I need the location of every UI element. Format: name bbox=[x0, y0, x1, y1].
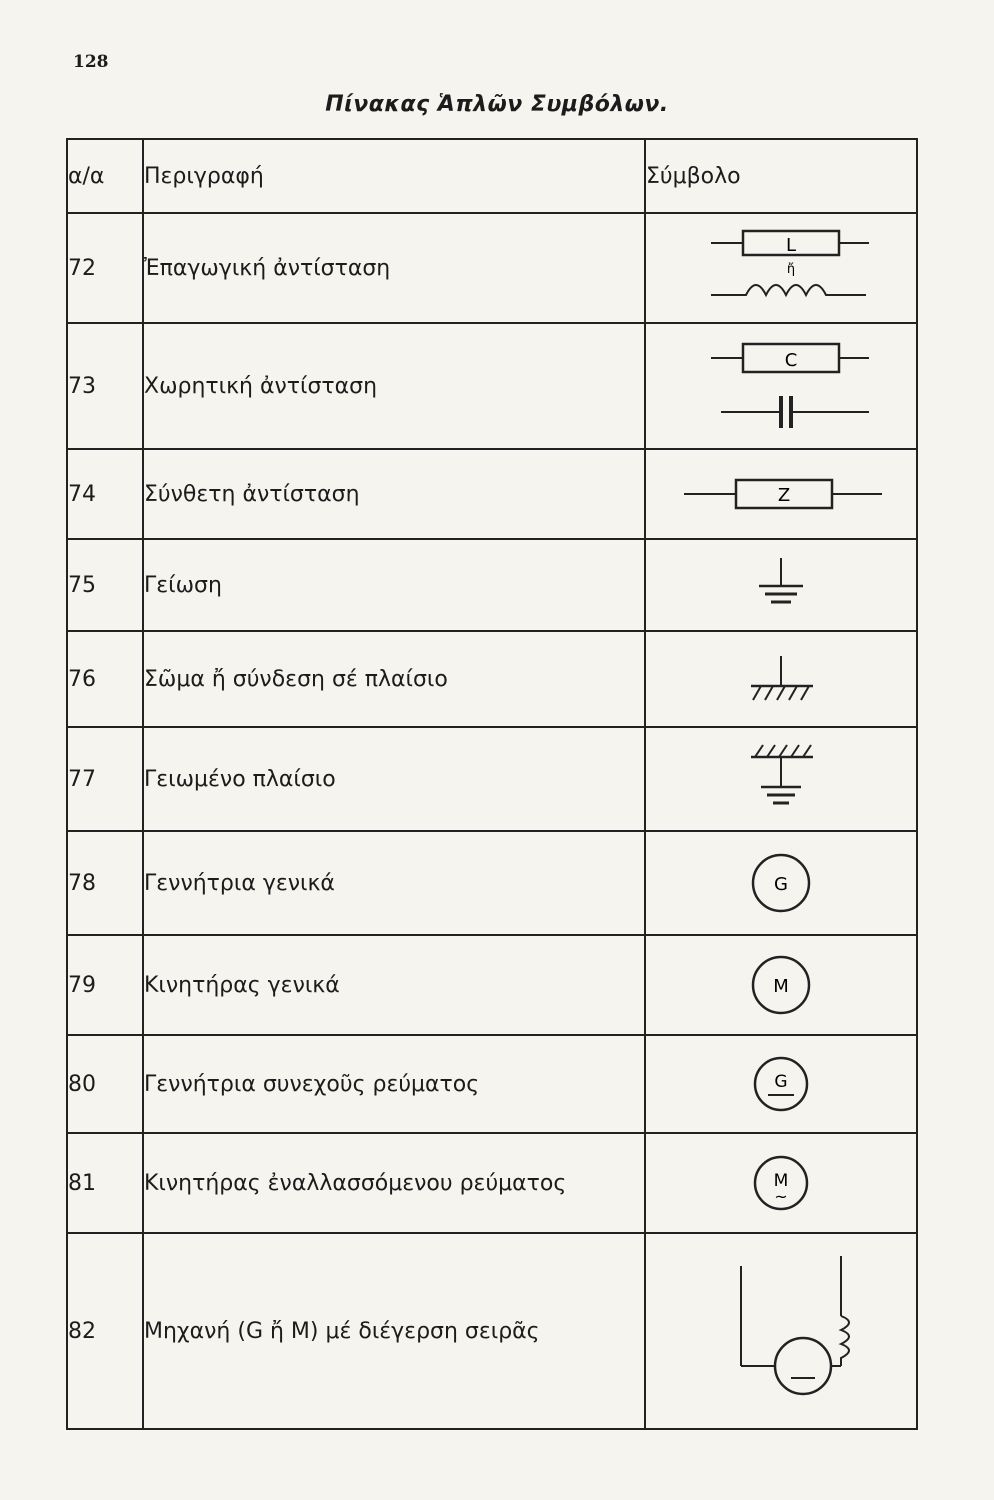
table-header-row bbox=[67, 139, 917, 213]
row-description: Ἐπαγωγική ἀντίσταση bbox=[143, 213, 645, 323]
symbol-letter: M bbox=[773, 976, 789, 997]
symbol-letter: G bbox=[774, 874, 788, 895]
table-row bbox=[67, 727, 917, 831]
page-title: Πίνακας Ἁπλῶν Συμβόλων. bbox=[325, 92, 669, 117]
table-row bbox=[67, 935, 917, 1035]
motor-symbol bbox=[645, 935, 917, 1035]
row-description: Γείωση bbox=[143, 539, 645, 631]
header-description: Περιγραφή bbox=[143, 139, 645, 213]
ac-motor-symbol bbox=[645, 1133, 917, 1233]
row-description: Γεννήτρια συνεχοῦς ρεύματος bbox=[143, 1035, 645, 1133]
row-description: Γειωμένο πλαίσιο bbox=[143, 727, 645, 831]
row-description: Γεννήτρια γενικά bbox=[143, 831, 645, 935]
row-number: 80 bbox=[67, 1035, 143, 1133]
table-row bbox=[67, 831, 917, 935]
ground-symbol bbox=[645, 539, 917, 631]
table-row bbox=[67, 539, 917, 631]
header-symbol: Σύμβολο bbox=[645, 139, 917, 213]
inductive-resistance-symbol bbox=[645, 213, 917, 323]
header-number: α/α bbox=[67, 139, 143, 213]
row-description: Σῶμα ἤ σύνδεση σέ πλαίσιο bbox=[143, 631, 645, 727]
symbol-letter: C bbox=[784, 350, 798, 371]
row-number: 79 bbox=[67, 935, 143, 1035]
row-number: 72 bbox=[67, 213, 143, 323]
symbols-table bbox=[66, 138, 918, 1430]
row-number: 75 bbox=[67, 539, 143, 631]
series-excited-machine-symbol bbox=[645, 1233, 917, 1429]
dc-generator-symbol bbox=[645, 1035, 917, 1133]
row-number: 73 bbox=[67, 323, 143, 449]
table-row bbox=[67, 1035, 917, 1133]
symbol-letter: G bbox=[774, 1072, 788, 1092]
symbol-letter: Z bbox=[777, 485, 791, 506]
table-row bbox=[67, 449, 917, 539]
symbol-letter: L bbox=[785, 235, 797, 256]
row-number: 82 bbox=[67, 1233, 143, 1429]
row-number: 76 bbox=[67, 631, 143, 727]
table-row bbox=[67, 213, 917, 323]
row-description: Χωρητική ἀντίσταση bbox=[143, 323, 645, 449]
impedance-symbol bbox=[645, 449, 917, 539]
ac-tilde: ~ bbox=[774, 1187, 788, 1206]
table-row bbox=[67, 323, 917, 449]
row-number: 77 bbox=[67, 727, 143, 831]
generator-symbol bbox=[645, 831, 917, 935]
capacitive-resistance-symbol bbox=[645, 323, 917, 449]
row-description: Κινητήρας γενικά bbox=[143, 935, 645, 1035]
row-description: Μηχανή (G ἤ M) μέ διέγερση σειρᾶς bbox=[143, 1233, 645, 1429]
row-description: Σύνθετη ἀντίσταση bbox=[143, 449, 645, 539]
or-label: ἤ bbox=[786, 262, 796, 277]
chassis-symbol bbox=[645, 631, 917, 727]
row-number: 74 bbox=[67, 449, 143, 539]
page-number: 128 bbox=[73, 52, 109, 72]
row-description: Κινητήρας ἐναλλασσόμενου ρεύματος bbox=[143, 1133, 645, 1233]
table-row bbox=[67, 631, 917, 727]
symbol-letter: M bbox=[773, 1171, 789, 1191]
grounded-chassis-symbol bbox=[645, 727, 917, 831]
table-row bbox=[67, 1233, 917, 1429]
row-number: 78 bbox=[67, 831, 143, 935]
row-number: 81 bbox=[67, 1133, 143, 1233]
table-row bbox=[67, 1133, 917, 1233]
